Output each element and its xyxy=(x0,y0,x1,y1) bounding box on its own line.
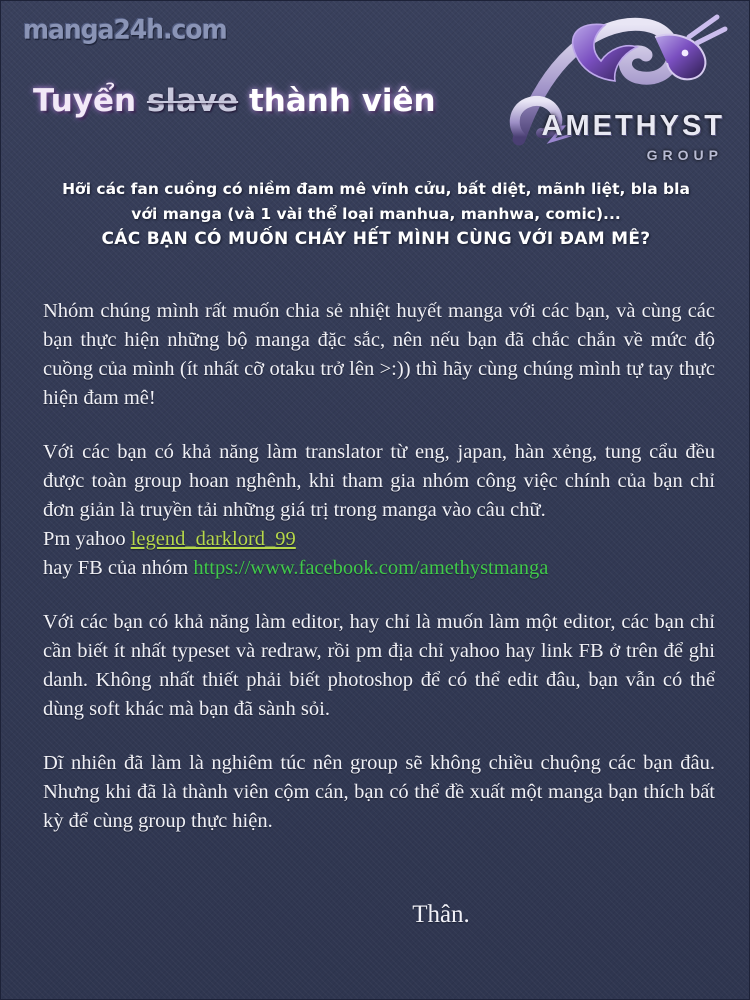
intro-line-3: CÁC BẠN CÓ MUỐN CHÁY HẾT MÌNH CÙNG VỚI ĐAM MÊ? xyxy=(101,229,651,249)
paragraph-4: Dĩ nhiên đã làm là nghiêm túc nên group sẽ không chiều chuộng các bạn đâu. Nhưng khi đã là thành viên cộm cán, bạn có thể đề xuất một manga bạn thích bất kỳ để cùng group thực hiện. xyxy=(43,752,715,832)
contact-facebook-label: hay FB của nhóm xyxy=(43,557,189,579)
site-watermark: manga24h.com xyxy=(23,13,227,46)
intro-block xyxy=(1,177,750,252)
headline-part-2: thành viên xyxy=(248,83,436,119)
page-title xyxy=(33,83,436,119)
dragon-icon xyxy=(459,9,739,169)
headline-strikethrough-word: slave xyxy=(146,83,239,119)
amethyst-group-logo xyxy=(459,9,739,169)
logo-wordmark: AMETHYST xyxy=(541,110,725,142)
yahoo-id-link[interactable]: legend_darklord_99 xyxy=(130,528,296,550)
facebook-link[interactable]: https://www.facebook.com/amethystmanga xyxy=(193,557,549,579)
logo-subtitle: GROUP xyxy=(646,147,723,163)
intro-line-1: Hỡi các fan cuồng có niềm đam mê vĩnh cửu, bất diệt, mãnh liệt, bla bla xyxy=(62,180,690,198)
signoff: Thân. xyxy=(412,901,470,928)
paragraph-2: Với các bạn có khả năng làm translator từ eng, japan, hàn xẻng, tung cẩu đều được toàn group hoan nghênh, khi tham gia nhóm công việc chính của bạn chỉ đơn giản là truyền tải những giá trị trong manga vào câu chữ. xyxy=(43,441,715,521)
contact-yahoo-label: Pm yahoo xyxy=(43,528,126,550)
paragraph-1: Nhóm chúng mình rất muốn chia sẻ nhiệt huyết manga với các bạn, và cùng các bạn thực hiện những bộ manga đặc sắc, nên nếu bạn đã chắc chắn về mức độ cuồng của mình (ít nhất cỡ otaku trở lên >:)) thì hãy cùng chúng mình tự tay thực hiện đam mê! xyxy=(43,300,715,409)
body-copy xyxy=(43,297,715,861)
intro-line-2: với manga (và 1 vài thể loại manhua, manhwa, comic)... xyxy=(131,205,621,223)
contact-yahoo-line xyxy=(43,525,715,554)
contact-facebook-line xyxy=(43,554,715,583)
paragraph-3: Với các bạn có khả năng làm editor, hay chỉ là muốn làm một editor, các bạn chỉ cần biết ít nhất typeset và redraw, rồi pm địa chỉ yahoo hay link FB ở trên để ghi danh. Không nhất thiết phải biết photoshop để có thể edit đâu, bạn vẫn có thể dùng soft khác mà bạn đã sành sỏi. xyxy=(43,611,715,720)
headline-part-1: Tuyển xyxy=(33,83,137,119)
